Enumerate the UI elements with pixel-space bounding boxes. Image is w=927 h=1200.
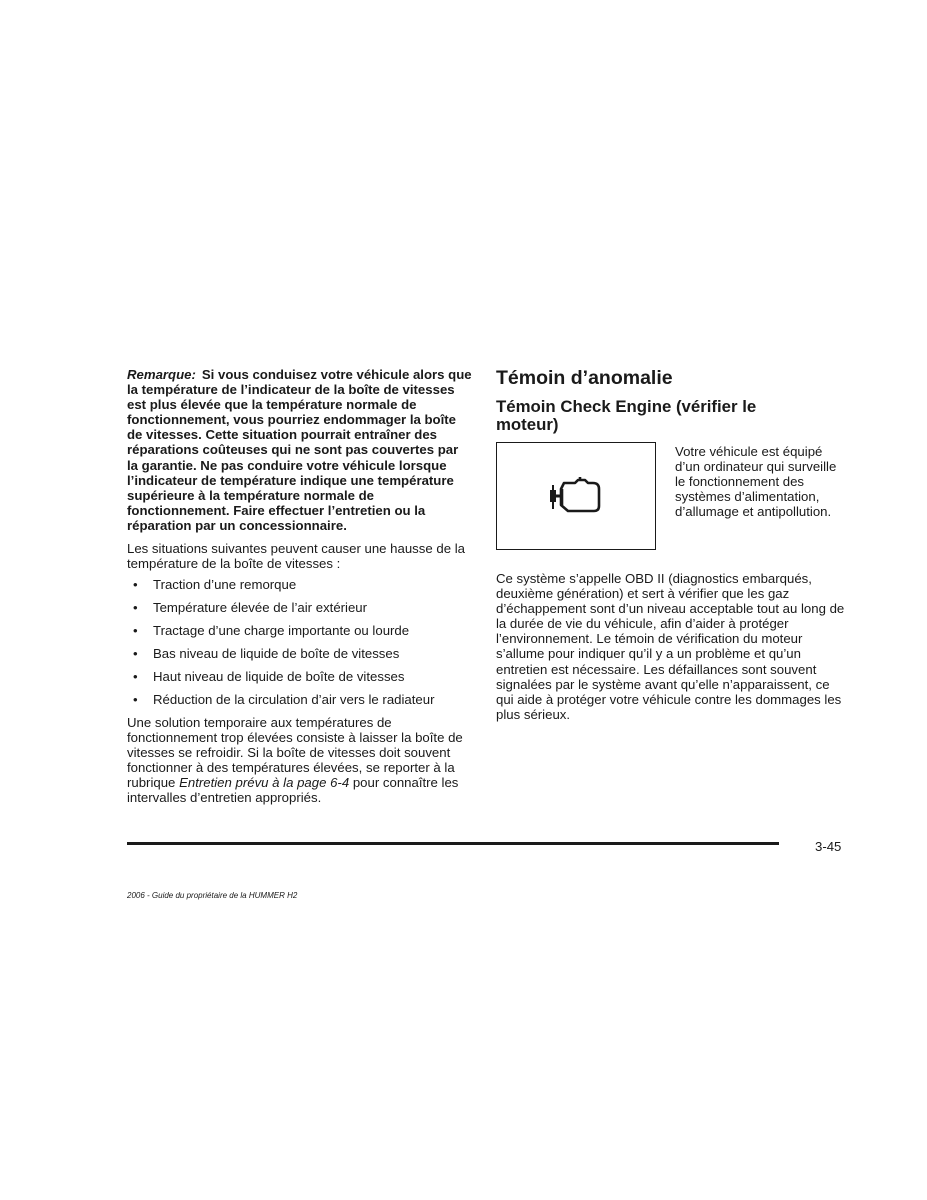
check-engine-icon — [545, 477, 605, 517]
note-label: Remarque: — [127, 367, 196, 382]
bullet-icon: • — [133, 600, 138, 616]
footer-text: 2006 - Guide du propriétaire de la HUMMER H2 — [127, 891, 298, 900]
bullet-icon: • — [133, 668, 138, 684]
transmission-warning-note — [127, 367, 472, 533]
indicator-frame — [496, 442, 656, 550]
subsection-heading: Témoin Check Engine (vérifier le moteur) — [496, 397, 757, 434]
note-text: Si vous conduisez votre véhicule alors que la température de l’indicateur de la boîte de vitesses est plus élevée que la température normale de fonctionnement, vous pourriez endommager la boîte de vitesses. Cette situation pourrait entraîner des réparations coûteuses qui ne sont pas couvertes par la garantie. Ne pas conduire votre véhicule lorsque l’indicateur de température indique une température supérieure à la température normale de fonctionnement. Faire effectuer l’entretien ou la réparation par un concessionnaire. — [127, 367, 472, 533]
indicator-description: Votre véhicule est équipé d’un ordinateur qui surveille le fonctionnement des systèmes d’alimentation, d’allumage et antipollution. — [675, 444, 837, 520]
list-item: • Tractage d’une charge importante ou lourde — [133, 623, 410, 638]
list-item: • Haut niveau de liquide de boîte de vitesses — [133, 668, 405, 684]
causes-intro: Les situations suivantes peuvent causer une hausse de la température de la boîte de vitesses : — [127, 541, 465, 572]
bullet-icon: • — [133, 645, 138, 661]
bullet-icon: • — [133, 691, 138, 707]
footer-rule — [127, 842, 779, 845]
solution-paragraph: Une solution temporaire aux températures de fonctionnement trop élevées consiste à laisser la boîte de vitesses se refroidir. Si la boîte de vitesses doit souvent fonctionner à des températures élevées, se reporter à la rubrique Entretien prévu à la page 6-4 pour connaître les intervalles d’entretien appropriés. — [127, 714, 463, 806]
section-heading: Témoin d’anomalie — [496, 367, 673, 389]
causes-list — [127, 577, 472, 707]
list-item: • Température élevée de l’air extérieur — [133, 600, 368, 616]
list-item: • Réduction de la circulation d’air vers le radiateur — [133, 691, 435, 707]
list-item: • Bas niveau de liquide de boîte de vitesses — [133, 645, 400, 661]
obd-paragraph: Ce système s’appelle OBD II (diagnostics embarqués, deuxième génération) et sert à vérifier que les gaz d’échappement sont d’un niveau acceptable tout au long de la durée de vie du véhicule, afin d’aider à protéger l’environnement. Le témoin de vérification du moteur s’allume pour indiquer qu’il y a un problème et qu’un entretien est nécessaire. Les défaillances sont souvent signalées par le système avant qu’elle n’apparaissent, ce qui aide à protéger votre véhicule contre les dommages les plus sérieux. — [496, 571, 845, 722]
maintenance-reference-link[interactable]: Entretien prévu à la page 6-4 — [179, 774, 350, 790]
bullet-icon: • — [133, 623, 138, 638]
indicator-row — [496, 442, 848, 560]
page-number: 3-45 — [815, 839, 842, 854]
left-column — [127, 367, 472, 805]
bullet-icon: • — [133, 577, 138, 593]
right-column — [496, 367, 848, 722]
list-item: • Traction d’une remorque — [133, 577, 297, 593]
